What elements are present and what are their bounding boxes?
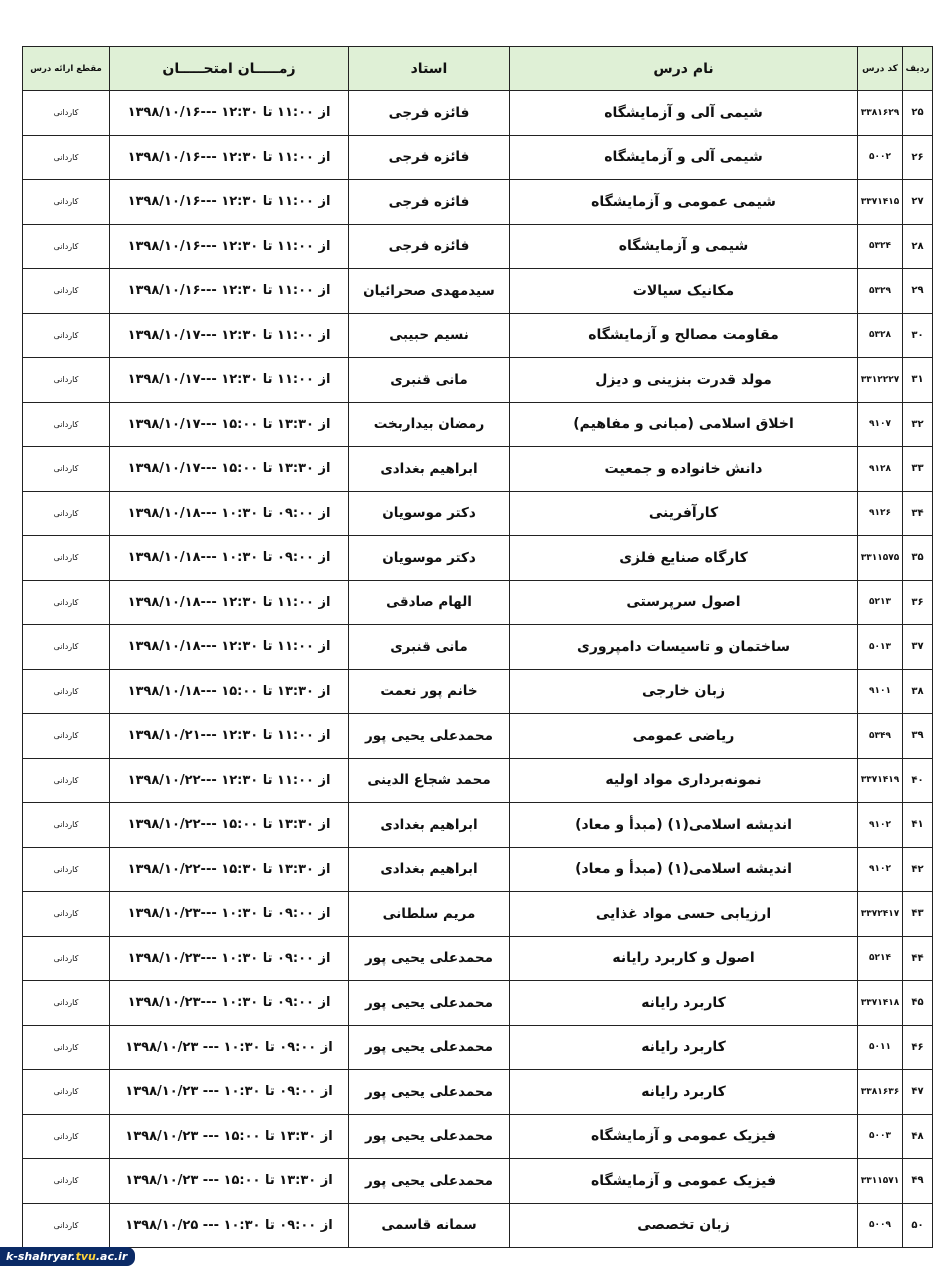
section-label: کاردانی bbox=[23, 758, 110, 803]
course-code: ۵۰۰۳ bbox=[858, 1114, 903, 1159]
professor-name: فائزه فرجی bbox=[349, 91, 510, 136]
course-name: اصول و کاربرد رایانه bbox=[510, 936, 858, 981]
professor-name: محمدعلی یحیی پور bbox=[349, 981, 510, 1026]
exam-time: از ۱۳:۳۰ تا ۱۵:۰۰ --- ۱۳۹۸/۱۰/۲۳ bbox=[110, 1114, 349, 1159]
exam-time: از ۱۱:۰۰ تا ۱۲:۳۰ ---۱۳۹۸/۱۰/۱۶ bbox=[110, 269, 349, 314]
row-number: ۲۸ bbox=[903, 224, 933, 269]
section-label: کاردانی bbox=[23, 224, 110, 269]
course-name: نمونه‌برداری مواد اولیه bbox=[510, 758, 858, 803]
course-name: فیزیک عمومی و آزمایشگاه bbox=[510, 1114, 858, 1159]
professor-name: محمدعلی یحیی پور bbox=[349, 1070, 510, 1115]
professor-name: دکتر موسویان bbox=[349, 491, 510, 536]
course-code: ۹۱۲۸ bbox=[858, 447, 903, 492]
professor-name: خانم پور نعمت bbox=[349, 669, 510, 714]
professor-name: سیدمهدی صحرائیان bbox=[349, 269, 510, 314]
section-label: کاردانی bbox=[23, 803, 110, 848]
exam-time: از ۰۹:۰۰ تا ۱۰:۳۰ ---۱۳۹۸/۱۰/۲۳ bbox=[110, 936, 349, 981]
exam-time: از ۱۳:۳۰ تا ۱۵:۰۰ ---۱۳۹۸/۱۰/۱۷ bbox=[110, 402, 349, 447]
course-code: ۹۱۰۷ bbox=[858, 402, 903, 447]
row-number: ۳۸ bbox=[903, 669, 933, 714]
exam-time: از ۱۱:۰۰ تا ۱۲:۳۰ ---۱۳۹۸/۱۰/۱۷ bbox=[110, 358, 349, 403]
exam-time: از ۱۱:۰۰ تا ۱۲:۳۰ ---۱۳۹۸/۱۰/۲۱ bbox=[110, 714, 349, 759]
row-number: ۴۵ bbox=[903, 981, 933, 1026]
course-name: شیمی عمومی و آزمایشگاه bbox=[510, 180, 858, 225]
exam-schedule-table bbox=[22, 46, 933, 1248]
course-code: ۵۰۰۹ bbox=[858, 1203, 903, 1248]
section-label: کاردانی bbox=[23, 135, 110, 180]
course-code: ۳۳۸۱۶۲۹ bbox=[858, 91, 903, 136]
section-label: کاردانی bbox=[23, 91, 110, 136]
course-name: فیزیک عمومی و آزمایشگاه bbox=[510, 1159, 858, 1204]
course-name: کاربرد رایانه bbox=[510, 981, 858, 1026]
course-code: ۹۱۰۲ bbox=[858, 803, 903, 848]
row-number: ۴۷ bbox=[903, 1070, 933, 1115]
row-number: ۵۰ bbox=[903, 1203, 933, 1248]
professor-name: رمضان بیداربخت bbox=[349, 402, 510, 447]
exam-time: از ۱۱:۰۰ تا ۱۲:۳۰ ---۱۳۹۸/۱۰/۱۷ bbox=[110, 313, 349, 358]
course-name: کارگاه صنایع فلزی bbox=[510, 536, 858, 581]
exam-schedule-sheet bbox=[22, 46, 930, 1248]
row-number: ۳۶ bbox=[903, 580, 933, 625]
professor-name: محمدعلی یحیی پور bbox=[349, 1025, 510, 1070]
row-number: ۳۵ bbox=[903, 536, 933, 581]
table-header bbox=[23, 47, 933, 91]
professor-name: محمدعلی یحیی پور bbox=[349, 1114, 510, 1159]
course-name: مقاومت مصالح و آزمایشگاه bbox=[510, 313, 858, 358]
section-label: کاردانی bbox=[23, 1025, 110, 1070]
table-row bbox=[23, 1159, 933, 1204]
table-row bbox=[23, 892, 933, 937]
course-code: ۵۳۲۴ bbox=[858, 224, 903, 269]
section-label: کاردانی bbox=[23, 981, 110, 1026]
header-section: مقطع ارائه درس bbox=[23, 47, 110, 91]
section-label: کاردانی bbox=[23, 402, 110, 447]
section-label: کاردانی bbox=[23, 447, 110, 492]
section-label: کاردانی bbox=[23, 1159, 110, 1204]
table-row bbox=[23, 1203, 933, 1248]
row-number: ۳۴ bbox=[903, 491, 933, 536]
table-row bbox=[23, 358, 933, 403]
professor-name: فائزه فرجی bbox=[349, 224, 510, 269]
table-row bbox=[23, 936, 933, 981]
exam-time: از ۱۳:۳۰ تا ۱۵:۰۰ ---۱۳۹۸/۱۰/۱۷ bbox=[110, 447, 349, 492]
row-number: ۴۹ bbox=[903, 1159, 933, 1204]
course-name: دانش خانواده و جمعیت bbox=[510, 447, 858, 492]
table-row bbox=[23, 847, 933, 892]
header-professor: استاد bbox=[349, 47, 510, 91]
section-label: کاردانی bbox=[23, 714, 110, 759]
course-code: ۵۲۱۳ bbox=[858, 580, 903, 625]
section-label: کاردانی bbox=[23, 936, 110, 981]
table-row bbox=[23, 536, 933, 581]
header-row-number: ردیف bbox=[903, 47, 933, 91]
course-name: مولد قدرت بنزینی و دیزل bbox=[510, 358, 858, 403]
section-label: کاردانی bbox=[23, 358, 110, 403]
course-code: ۳۳۷۱۴۱۸ bbox=[858, 981, 903, 1026]
course-code: ۳۳۱۲۲۲۷ bbox=[858, 358, 903, 403]
section-label: کاردانی bbox=[23, 892, 110, 937]
section-label: کاردانی bbox=[23, 180, 110, 225]
table-row bbox=[23, 224, 933, 269]
row-number: ۳۰ bbox=[903, 313, 933, 358]
row-number: ۳۱ bbox=[903, 358, 933, 403]
header-course-name: نام درس bbox=[510, 47, 858, 91]
professor-name: دکتر موسویان bbox=[349, 536, 510, 581]
exam-time: از ۰۹:۰۰ تا ۱۰:۳۰ ---۱۳۹۸/۱۰/۲۳ bbox=[110, 981, 349, 1026]
section-label: کاردانی bbox=[23, 580, 110, 625]
course-code: ۹۱۲۶ bbox=[858, 491, 903, 536]
table-row bbox=[23, 447, 933, 492]
course-code: ۳۳۷۱۴۱۹ bbox=[858, 758, 903, 803]
course-code: ۳۳۱۱۵۷۱ bbox=[858, 1159, 903, 1204]
row-number: ۴۶ bbox=[903, 1025, 933, 1070]
professor-name: فائزه فرجی bbox=[349, 180, 510, 225]
row-number: ۳۳ bbox=[903, 447, 933, 492]
table-row bbox=[23, 669, 933, 714]
professor-name: محمدعلی یحیی پور bbox=[349, 1159, 510, 1204]
header-exam-time: زمـــــان امتحـــــان bbox=[110, 47, 349, 91]
exam-time: از ۱۱:۰۰ تا ۱۲:۳۰ ---۱۳۹۸/۱۰/۲۲ bbox=[110, 758, 349, 803]
course-code: ۳۳۸۱۶۳۶ bbox=[858, 1070, 903, 1115]
row-number: ۲۹ bbox=[903, 269, 933, 314]
table-row bbox=[23, 135, 933, 180]
course-code: ۳۳۷۱۴۱۵ bbox=[858, 180, 903, 225]
row-number: ۳۷ bbox=[903, 625, 933, 670]
exam-time: از ۰۹:۰۰ تا ۱۰:۳۰ --- ۱۳۹۸/۱۰/۲۳ bbox=[110, 1070, 349, 1115]
table-body bbox=[23, 91, 933, 1248]
course-code: ۵۳۴۹ bbox=[858, 714, 903, 759]
course-name: زبان تخصصی bbox=[510, 1203, 858, 1248]
row-number: ۴۴ bbox=[903, 936, 933, 981]
row-number: ۴۲ bbox=[903, 847, 933, 892]
header-course-code: کد درس bbox=[858, 47, 903, 91]
professor-name: محمدعلی یحیی پور bbox=[349, 936, 510, 981]
course-name: اخلاق اسلامی (مبانی و مفاهیم) bbox=[510, 402, 858, 447]
site-url-suffix: .ac.ir bbox=[95, 1250, 128, 1263]
exam-time: از ۱۱:۰۰ تا ۱۲:۳۰ ---۱۳۹۸/۱۰/۱۶ bbox=[110, 224, 349, 269]
exam-time: از ۱۳:۳۰ تا ۱۵:۰۰ ---۱۳۹۸/۱۰/۲۲ bbox=[110, 803, 349, 848]
course-code: ۵۰۱۱ bbox=[858, 1025, 903, 1070]
table-row bbox=[23, 625, 933, 670]
row-number: ۴۱ bbox=[903, 803, 933, 848]
course-name: شیمی آلی و آزمایشگاه bbox=[510, 135, 858, 180]
section-label: کاردانی bbox=[23, 847, 110, 892]
course-name: مکانیک سیالات bbox=[510, 269, 858, 314]
course-code: ۵۰۱۳ bbox=[858, 625, 903, 670]
course-name: اصول سرپرستی bbox=[510, 580, 858, 625]
exam-time: از ۰۹:۰۰ تا ۱۰:۳۰ ---۱۳۹۸/۱۰/۱۸ bbox=[110, 536, 349, 581]
course-name: ساختمان و تاسیسات دامپروری bbox=[510, 625, 858, 670]
row-number: ۴۸ bbox=[903, 1114, 933, 1159]
professor-name: محمدعلی یحیی پور bbox=[349, 714, 510, 759]
professor-name: محمد شجاع الدینی bbox=[349, 758, 510, 803]
header-row bbox=[23, 47, 933, 91]
table-row bbox=[23, 180, 933, 225]
course-name: کاربرد رایانه bbox=[510, 1070, 858, 1115]
table-row bbox=[23, 981, 933, 1026]
professor-name: مانی قنبری bbox=[349, 625, 510, 670]
professor-name: نسیم حبیبی bbox=[349, 313, 510, 358]
course-name: زبان خارجی bbox=[510, 669, 858, 714]
course-code: ۳۳۱۱۵۷۵ bbox=[858, 536, 903, 581]
exam-time: از ۱۱:۰۰ تا ۱۲:۳۰ ---۱۳۹۸/۱۰/۱۸ bbox=[110, 625, 349, 670]
site-url-badge[interactable] bbox=[0, 1247, 135, 1266]
row-number: ۳۹ bbox=[903, 714, 933, 759]
professor-name: ابراهیم بغدادی bbox=[349, 447, 510, 492]
course-name: شیمی و آزمایشگاه bbox=[510, 224, 858, 269]
exam-time: از ۱۳:۳۰ تا ۱۵:۳۰ ---۱۳۹۸/۱۰/۲۲ bbox=[110, 847, 349, 892]
course-name: اندیشه اسلامی(۱) (مبدأ و معاد) bbox=[510, 803, 858, 848]
exam-time: از ۱۱:۰۰ تا ۱۲:۳۰ ---۱۳۹۸/۱۰/۱۸ bbox=[110, 580, 349, 625]
table-row bbox=[23, 1070, 933, 1115]
course-code: ۹۱۰۲ bbox=[858, 847, 903, 892]
section-label: کاردانی bbox=[23, 1203, 110, 1248]
exam-time: از ۱۱:۰۰ تا ۱۲:۳۰ ---۱۳۹۸/۱۰/۱۶ bbox=[110, 91, 349, 136]
exam-time: از ۰۹:۰۰ تا ۱۰:۳۰ --- ۱۳۹۸/۱۰/۲۵ bbox=[110, 1203, 349, 1248]
exam-time: از ۱۳:۳۰ تا ۱۵:۰۰ --- ۱۳۹۸/۱۰/۲۳ bbox=[110, 1159, 349, 1204]
section-label: کاردانی bbox=[23, 669, 110, 714]
row-number: ۴۰ bbox=[903, 758, 933, 803]
row-number: ۳۲ bbox=[903, 402, 933, 447]
table-row bbox=[23, 491, 933, 536]
professor-name: ابراهیم بغدادی bbox=[349, 803, 510, 848]
row-number: ۴۳ bbox=[903, 892, 933, 937]
course-name: کارآفرینی bbox=[510, 491, 858, 536]
course-name: شیمی آلی و آزمایشگاه bbox=[510, 91, 858, 136]
site-url-prefix: k-shahryar. bbox=[6, 1250, 76, 1263]
table-row bbox=[23, 803, 933, 848]
professor-name: سمانه قاسمی bbox=[349, 1203, 510, 1248]
table-row bbox=[23, 269, 933, 314]
exam-time: از ۰۹:۰۰ تا ۱۰:۳۰ --- ۱۳۹۸/۱۰/۲۳ bbox=[110, 1025, 349, 1070]
course-code: ۹۱۰۱ bbox=[858, 669, 903, 714]
exam-time: از ۱۱:۰۰ تا ۱۲:۳۰ ---۱۳۹۸/۱۰/۱۶ bbox=[110, 180, 349, 225]
course-code: ۵۳۲۸ bbox=[858, 313, 903, 358]
course-code: ۵۰۰۲ bbox=[858, 135, 903, 180]
professor-name: فائزه فرجی bbox=[349, 135, 510, 180]
course-name: کاربرد رایانه bbox=[510, 1025, 858, 1070]
table-row bbox=[23, 1114, 933, 1159]
table-row bbox=[23, 714, 933, 759]
course-name: ریاضی عمومی bbox=[510, 714, 858, 759]
course-code: ۵۲۱۴ bbox=[858, 936, 903, 981]
exam-time: از ۱۳:۳۰ تا ۱۵:۰۰ ---۱۳۹۸/۱۰/۱۸ bbox=[110, 669, 349, 714]
course-code: ۵۳۲۹ bbox=[858, 269, 903, 314]
table-row bbox=[23, 758, 933, 803]
row-number: ۲۷ bbox=[903, 180, 933, 225]
exam-time: از ۱۱:۰۰ تا ۱۲:۳۰ ---۱۳۹۸/۱۰/۱۶ bbox=[110, 135, 349, 180]
table-row bbox=[23, 402, 933, 447]
course-code: ۳۳۷۲۴۱۷ bbox=[858, 892, 903, 937]
professor-name: مانی قنبری bbox=[349, 358, 510, 403]
section-label: کاردانی bbox=[23, 313, 110, 358]
course-name: ارزیابی حسی مواد غذایی bbox=[510, 892, 858, 937]
section-label: کاردانی bbox=[23, 1070, 110, 1115]
site-url-accent: tvu bbox=[75, 1250, 96, 1263]
table-row bbox=[23, 1025, 933, 1070]
table-row bbox=[23, 313, 933, 358]
section-label: کاردانی bbox=[23, 536, 110, 581]
professor-name: مریم سلطانی bbox=[349, 892, 510, 937]
section-label: کاردانی bbox=[23, 625, 110, 670]
section-label: کاردانی bbox=[23, 1114, 110, 1159]
exam-time: از ۰۹:۰۰ تا ۱۰:۳۰ ---۱۳۹۸/۱۰/۲۳ bbox=[110, 892, 349, 937]
exam-time: از ۰۹:۰۰ تا ۱۰:۳۰ ---۱۳۹۸/۱۰/۱۸ bbox=[110, 491, 349, 536]
professor-name: ابراهیم بغدادی bbox=[349, 847, 510, 892]
table-row bbox=[23, 580, 933, 625]
section-label: کاردانی bbox=[23, 269, 110, 314]
row-number: ۲۵ bbox=[903, 91, 933, 136]
section-label: کاردانی bbox=[23, 491, 110, 536]
professor-name: الهام صادقی bbox=[349, 580, 510, 625]
course-name: اندیشه اسلامی(۱) (مبدأ و معاد) bbox=[510, 847, 858, 892]
table-row bbox=[23, 91, 933, 136]
row-number: ۲۶ bbox=[903, 135, 933, 180]
